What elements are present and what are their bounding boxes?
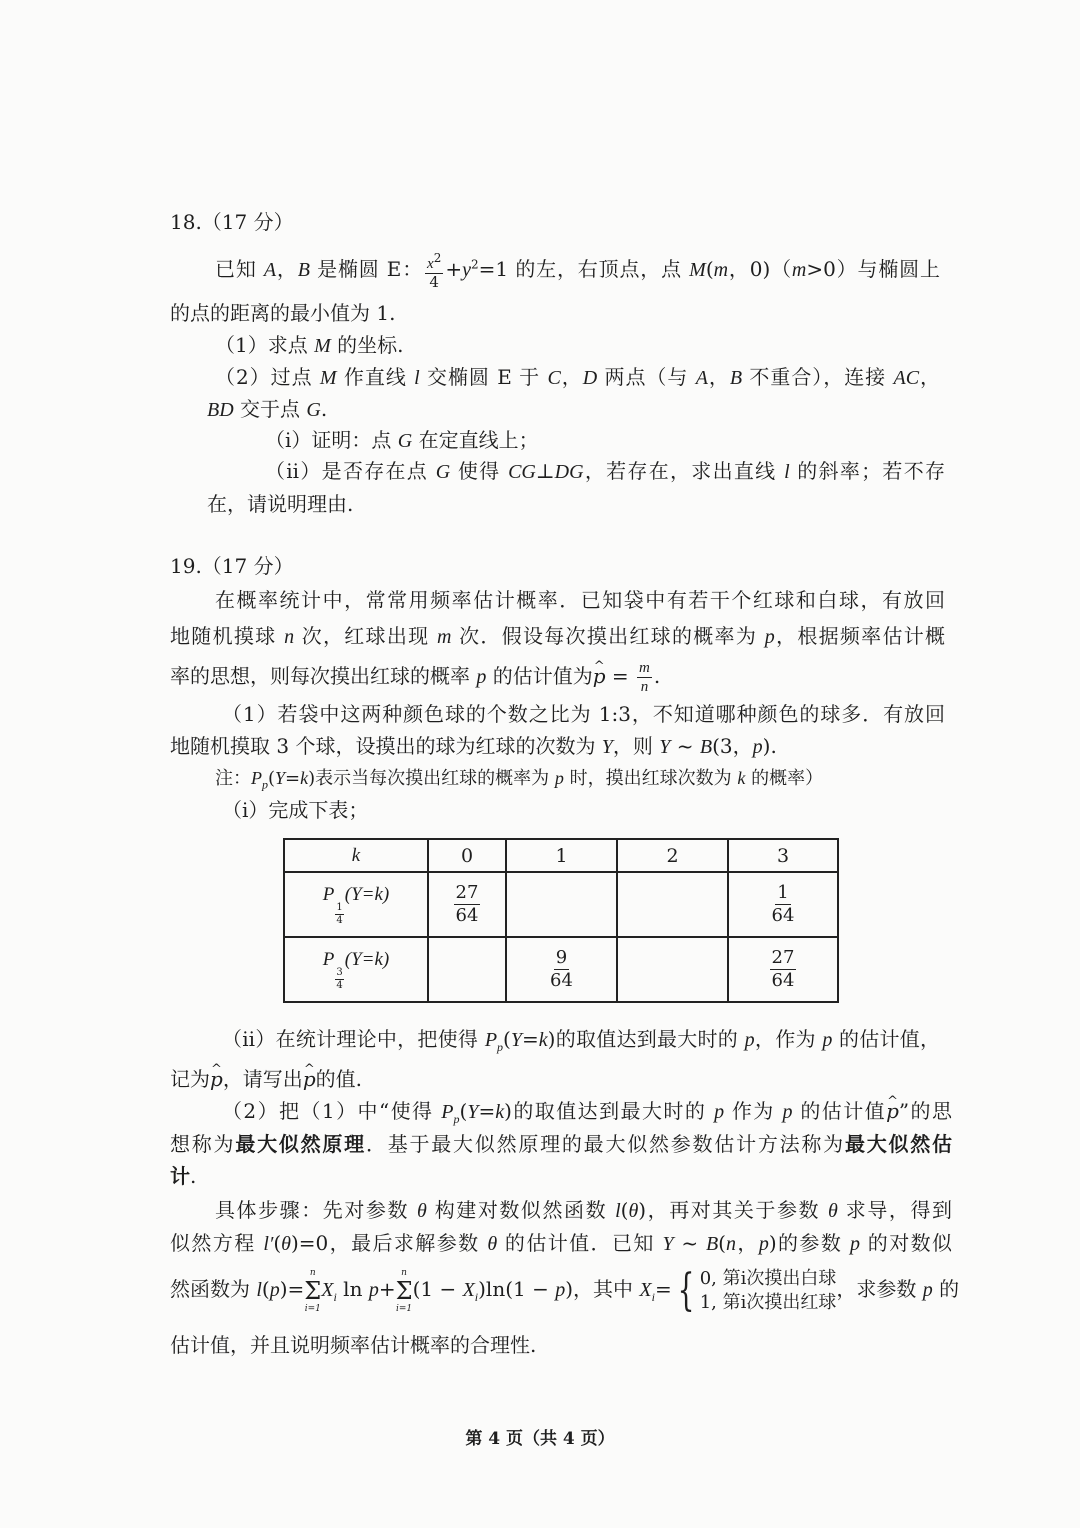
text-segment: 次．假设每次摸出红球的概率为 [451,624,765,648]
text-segment: )的取值达到最大时的 [504,1099,715,1123]
text-segment: 在，请说明理由. [207,492,354,516]
math-variable: θ [828,1200,838,1222]
text-segment: )ln(1 − [478,1277,556,1301]
math-variable: AC [893,367,920,389]
text-segment: ，作为 [754,1027,823,1051]
row-label-p: P [322,883,335,905]
text-segment: ln [336,1277,369,1301]
math-variable: l′ [263,1233,274,1255]
sum-lower: i=1 [304,1303,321,1314]
text-segment: 4 [429,273,439,291]
sigma-symbol: Σ [304,1276,322,1305]
text-segment: = [605,664,636,688]
denominator: 64 [550,970,573,991]
text-segment: 的概率） [745,768,824,789]
text-segment: ( [459,1099,468,1123]
text-segment: ”的思 [898,1099,952,1123]
case-item: 0, 第i次摸出白球 [699,1267,837,1289]
text-segment: = [654,1277,672,1301]
subscript: i [651,1290,655,1304]
text-segment: ( [718,1231,726,1255]
math-variable: p [850,1233,861,1255]
problem-19-text [215,587,945,613]
text-segment: 注： [215,768,251,789]
numerator: 27 [771,947,795,968]
fraction [454,882,481,927]
denominator: 4 [336,979,343,991]
page-footer: 第 4 页（共 4 页） [465,1429,615,1449]
text-segment: ( [620,1198,629,1222]
text-segment: （i）完成下表； [222,798,369,822]
text-segment: ，根据频率估计概 [774,624,946,648]
math-variable: p [752,736,763,758]
math-variable: D [582,367,598,389]
math-variable: CG [508,461,536,483]
math-variable: G [435,461,451,483]
brace-symbol: { [677,1264,695,1316]
text-segment: 的估计值 [792,1099,887,1123]
math-variable: p [555,1279,566,1301]
text-segment: ~ [670,734,700,758]
problem-18-part-2 [215,364,940,391]
text-segment: ，请写出 [222,1067,303,1091]
math-variable: B [705,1233,719,1255]
text-segment: ⊥ [535,459,555,483]
math-variable: X [639,1279,652,1301]
text-segment: 的斜率；若不存 [789,459,946,483]
subscript: i [474,1290,479,1304]
text-segment: 使得 [450,459,509,483]
text-segment: （i）证明：点 [265,428,398,452]
row-label-subscript-fraction [335,902,343,927]
text-segment: 作直线 [336,365,415,389]
text-segment: 两点（与 [597,365,696,389]
math-variable: P [441,1101,454,1123]
fraction [550,947,573,992]
summation [304,1267,321,1315]
text-segment: )= [279,1277,305,1301]
text-segment: =1 的左，右顶点，点 [478,257,690,281]
text-segment: ，则 [612,734,660,758]
text-segment: 地随机摸球 [170,624,285,648]
table-cell [428,872,506,937]
p-hat-symbol: ^ p [593,664,606,688]
sum-upper: n [401,1267,407,1278]
problem-19-part-1 [222,701,945,727]
problem-19-steps [170,1332,536,1358]
text-segment: 交椭圆 E 于 [419,365,548,389]
table-cell [617,872,728,937]
text-segment: ( [705,257,714,281]
math-variable: Y [659,736,671,758]
text-segment: ~ [673,1231,706,1255]
math-variable: l [784,461,790,483]
math-variable: DG [554,461,584,483]
text-segment: 不重合），连接 [742,365,894,389]
subscript: p [262,777,268,792]
math-variable: l [414,367,420,389]
problem-18-part-2-ii [265,458,945,485]
math-variable: G [306,399,321,421]
denominator: 64 [771,970,795,991]
math-variable: p [782,1101,793,1123]
subscript: p [453,1112,460,1126]
table-header-row [284,839,838,872]
text-segment: ( [261,1277,270,1301]
table-header-cell: 1 [506,839,617,872]
text-segment: 的估计值．已知 [497,1231,663,1255]
table-header-cell: 3 [728,839,838,872]
text-segment: )表示当每次摸出红球的概率为 [308,768,555,789]
text-segment: （1）若袋中这两种颜色球的个数之比为 1:3，不知道哪种颜色的球多．有放回 [222,702,945,726]
text-segment: 求导，得到 [837,1198,953,1222]
math-variable: Y [275,768,286,788]
sum-upper: n [309,1267,316,1278]
table-cell [506,872,617,937]
problem-19-note [215,765,823,798]
numerator [637,659,652,678]
p-hat-symbol: ^ p [210,1067,223,1091]
denominator: 64 [771,905,795,926]
text-segment: ( [268,768,276,789]
sigma-symbol: Σ [395,1276,413,1305]
text-segment: = [478,1099,496,1123]
text-segment: 记为 [170,1067,210,1091]
text-segment: )的参数 [768,1231,851,1255]
math-variable: k [737,768,746,788]
probability-table [283,838,839,1003]
problem-19-likelihood [170,1264,960,1322]
math-variable: l [615,1200,621,1222]
p-hat-symbol: ^ p [886,1099,899,1123]
math-variable: X [321,1279,334,1301]
math-variable: B [297,259,310,281]
math-variable: p [744,1029,755,1051]
superscript: 2 [471,257,479,272]
row-label-subscript-fraction [335,967,343,992]
numerator: 1 [777,882,789,903]
math-variable: X [462,1279,475,1301]
text-segment: 的点的距离的最小值为 1. [170,301,396,325]
math-variable: θ [416,1200,427,1222]
math-variable: Y [601,736,613,758]
problem-19-part-1-ii [222,1026,940,1060]
bold-term: 最大似然估 [844,1132,953,1156]
problem-19-text [170,659,660,696]
math-variable: k [495,1101,505,1123]
problem-19-text [170,623,945,650]
math-variable: p [368,1279,379,1301]
numerator: 3 [336,966,343,978]
text-segment: 具体步骤：先对参数 [215,1198,417,1222]
text-segment: 构建对数似然函数 [426,1198,616,1222]
problem-18-text [170,300,395,326]
text-segment: ， [735,1231,759,1255]
math-variable: p [714,1101,725,1123]
text-segment: + [378,1277,396,1301]
text-segment: 已知 [215,257,264,281]
table-cell [728,937,838,1002]
numerator: 1 [336,901,343,913]
table-header-cell: 0 [428,839,506,872]
math-variable: x [427,256,434,272]
text-segment: （2）把（1）中“使得 [222,1099,442,1123]
text-segment: 的对数似 [860,1231,953,1255]
text-segment: 想称为 [170,1132,236,1156]
math-variable: G [397,430,413,452]
text-segment: 18.（17 分） [170,210,294,234]
problem-19-part-1-i [222,797,368,823]
denominator [429,274,439,291]
math-variable: p [269,1279,280,1301]
text-segment: = [285,768,301,789]
table-cell [428,937,506,1002]
math-variable: n [640,679,649,695]
text-segment: 交于点 [233,397,307,421]
text-segment: >0）与椭圆上 [806,257,940,281]
denominator: 64 [455,905,479,926]
text-segment: 在定直线上； [412,428,539,452]
text-segment: )，再对其关于参数 [638,1198,829,1222]
fraction [770,947,797,992]
problem-18-part-1 [215,332,403,359]
text-segment: (1 − [412,1277,463,1301]
problem-18-text [215,250,940,291]
table-row [284,872,838,937]
text-segment: . [190,1164,197,1188]
math-variable: y [462,259,472,281]
math-variable: θ [281,1233,291,1255]
math-variable: B [699,736,713,758]
text-segment: 的估计值， [832,1027,941,1051]
text-segment: （2）过点 [215,365,320,389]
math-variable: P [484,1029,498,1051]
math-variable: B [729,367,743,389]
math-variable: θ [628,1200,639,1222]
problem-18-part-2 [207,396,327,423]
text-segment: (3， [712,734,753,758]
text-segment: 是椭圆 E： [309,257,424,281]
denominator [641,678,649,696]
text-segment: = [521,1027,539,1051]
math-variable: k [538,1029,548,1051]
math-variable: P [251,768,262,788]
problem-19-part-2 [170,1163,196,1189]
math-variable: M [689,259,706,281]
bold-term: 计 [170,1164,190,1188]
problem-19-steps [170,1230,952,1257]
piecewise [672,1264,837,1316]
row-label-cell [284,872,428,937]
problem-19-heading [170,553,294,579]
text-segment: （1）求点 [215,333,315,357]
table-header-cell [284,839,428,872]
problem-19-part-1-ii [170,1066,362,1092]
problem-19-part-1 [170,733,777,760]
bold-term: 最大似然原理 [235,1132,366,1156]
text-segment: ，求参数 [836,1277,923,1301]
math-variable: p [822,1029,833,1051]
math-variable: m [791,259,807,281]
fraction [772,882,795,927]
math-variable: A [695,367,708,389]
table-header-cell: 2 [617,839,728,872]
case-item: 1, 第i次摸出红球 [699,1291,837,1313]
text-segment: 次，红球出现 [294,624,438,648]
math-variable: m [713,259,729,281]
row-label-event: (Y=k) [344,948,390,970]
math-variable: Y [510,1029,522,1051]
text-segment: + [445,257,463,281]
numerator: 27 [455,882,479,903]
subscript: p [497,1040,504,1054]
text-segment: （ii）是否存在点 [265,459,436,483]
math-variable: p [476,666,487,688]
text-segment: 19.（17 分） [170,554,294,578]
fraction [637,659,652,696]
text-segment: ， [919,365,941,389]
text-segment: )=0，最后求解参数 [290,1231,488,1255]
text-segment: 作为 [724,1099,783,1123]
text-segment: 估计值，并且说明频率估计概率的合理性. [170,1333,537,1357]
row-label-event: (Y=k) [344,883,390,905]
p-hat-symbol: ^ p [303,1067,316,1091]
text-segment: 的估计值为 [486,664,593,688]
denominator: 4 [336,914,343,926]
text-segment: ). [762,734,777,758]
problem-18-heading [170,209,294,235]
table-cell [728,872,838,937]
text-segment: ．基于最大似然原理的最大似然参数估计方法称为 [365,1132,845,1156]
text-segment: 的值. [315,1067,362,1091]
superscript: 2 [433,251,442,265]
math-variable: p [764,626,775,648]
text-segment: ( [273,1231,282,1255]
text-segment: . [653,664,661,688]
math-variable: θ [487,1233,498,1255]
subscript: i [333,1290,337,1304]
math-variable: M [314,335,331,357]
math-variable: p [554,768,564,788]
text-segment: 然函数为 [170,1277,257,1301]
math-variable: A [263,259,277,281]
math-variable: p [922,1279,933,1301]
math-variable: n [284,626,295,648]
math-variable: n [725,1233,736,1255]
math-variable: p [758,1233,769,1255]
text-segment: （ii）在统计理论中，把使得 [222,1027,485,1051]
math-variable: l [256,1279,262,1301]
header-k: k [351,845,361,866]
text-segment: ， [560,365,583,389]
summation [396,1267,413,1315]
fraction [425,250,443,291]
cases-list [700,1267,837,1315]
sum-lower: i=1 [396,1303,413,1314]
table-cell [617,937,728,1002]
numerator [425,250,443,274]
text-segment: 率的思想，则每次摸出红球的概率 [170,664,477,688]
row-label-p: P [322,948,335,970]
math-variable: m [639,660,650,676]
math-variable: k [300,768,309,788]
table-cell [506,937,617,1002]
text-segment: ，若存在，求出直线 [583,459,785,483]
problem-18-part-2-ii [207,491,353,517]
math-variable: C [547,367,561,389]
problem-19-part-2 [170,1131,952,1157]
text-segment: )的取值达到最大时的 [547,1027,745,1051]
table-row [284,937,838,1002]
text-segment: ， [707,365,730,389]
text-segment: 的 [932,1277,960,1301]
row-label-cell [284,937,428,1002]
text-segment: ， [276,257,298,281]
text-segment: 地随机摸取 3 个球，设摸出的球为红球的次数为 [170,734,602,758]
text-segment: ( [503,1027,511,1051]
problem-19-steps [215,1197,952,1224]
text-segment: ，0)（ [728,257,792,281]
text-segment: 时，摸出红球次数为 [563,768,738,789]
math-variable: M [319,367,337,389]
problem-19-part-2 [222,1098,952,1132]
math-variable: m [437,626,452,648]
math-variable: Y [662,1233,674,1255]
text-segment: 在概率统计中，常常用频率估计概率．已知袋中有若干个红球和白球，有放回 [215,588,945,612]
numerator: 9 [555,947,568,968]
math-variable: Y [467,1101,479,1123]
text-segment: 的坐标. [330,333,404,357]
math-variable: BD [207,399,234,421]
text-segment: 似然方程 [170,1231,264,1255]
problem-18-part-2-i [265,427,539,454]
text-segment: . [320,397,328,421]
text-segment: )，其中 [565,1277,640,1301]
